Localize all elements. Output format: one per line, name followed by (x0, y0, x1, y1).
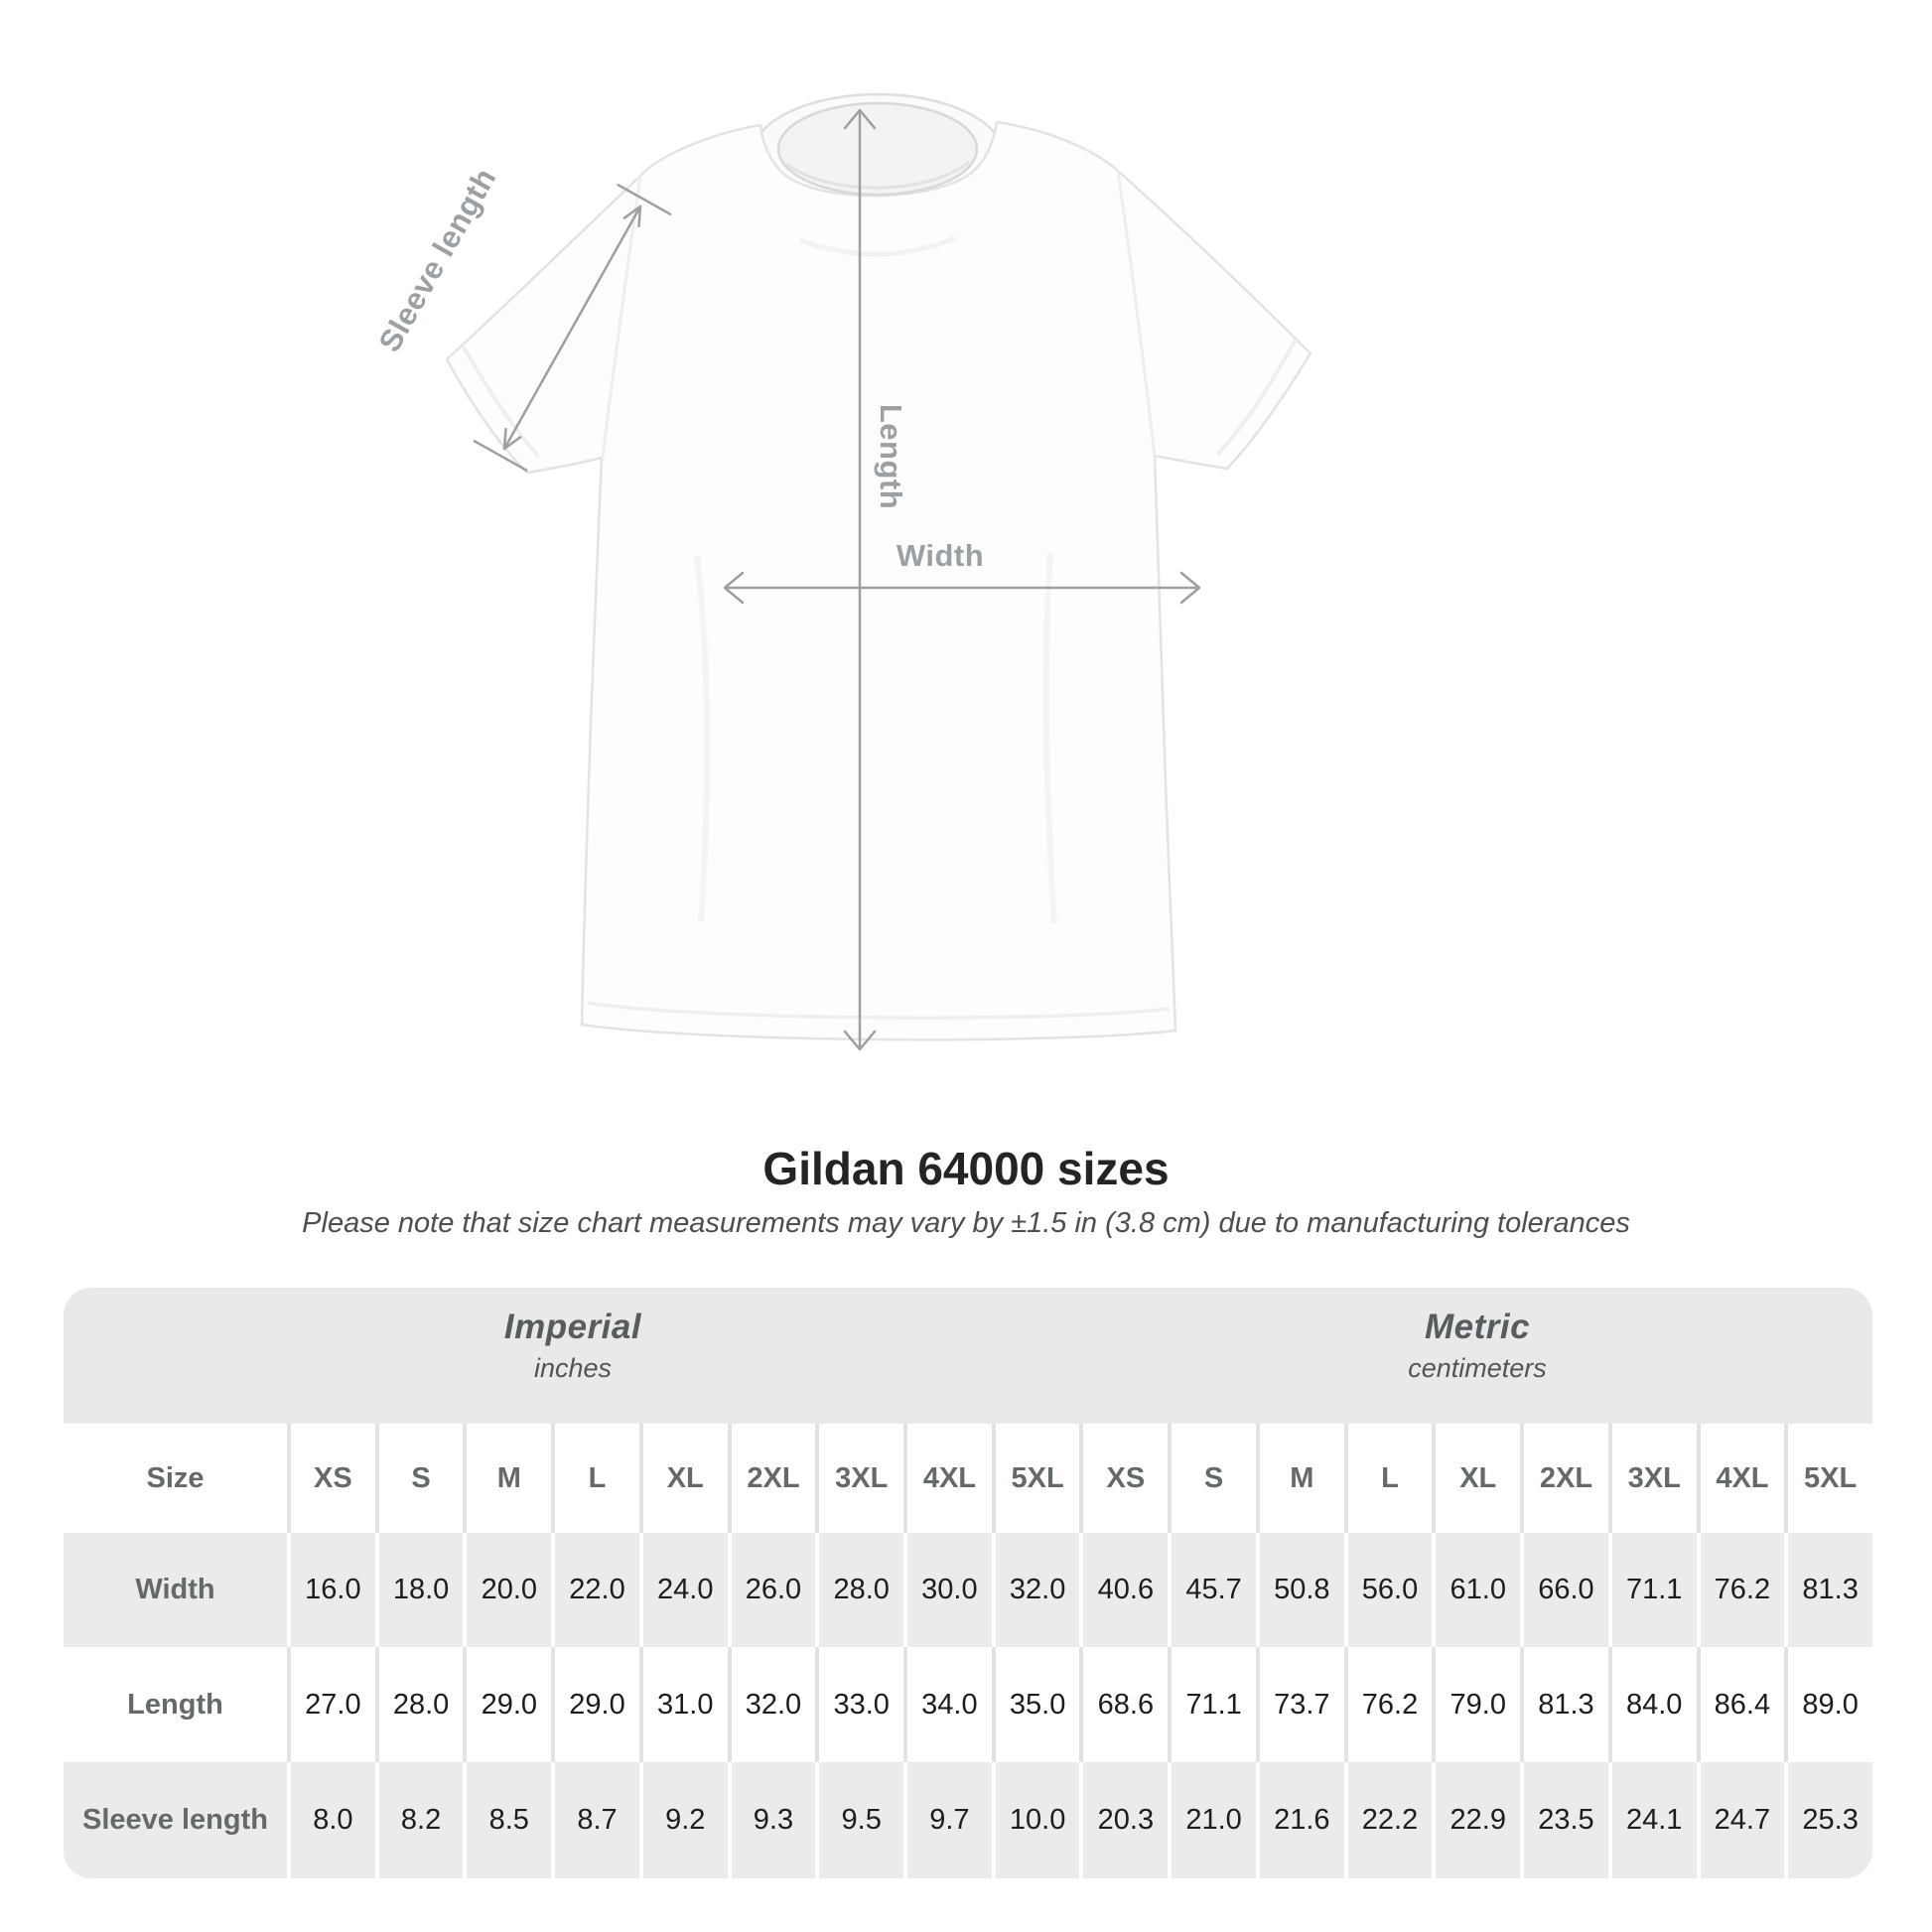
measurement-value: 18.0 (379, 1533, 464, 1647)
size-column-header: 5XL (996, 1424, 1080, 1533)
imperial-section-header (64, 1288, 1082, 1424)
size-column-header: 2XL (1524, 1424, 1608, 1533)
measurement-value: 8.0 (291, 1762, 375, 1878)
measurement-value: 34.0 (907, 1647, 992, 1762)
measurement-value: 22.2 (1348, 1762, 1433, 1878)
size-column-header: S (1172, 1424, 1256, 1533)
size-table-card (64, 1288, 1872, 1878)
measurement-value: 27.0 (291, 1647, 375, 1762)
measurement-value: 24.7 (1701, 1762, 1785, 1878)
measurement-value: 35.0 (996, 1647, 1080, 1762)
imperial-title: Imperial (503, 1308, 642, 1346)
size-column-header: M (1260, 1424, 1344, 1533)
measurement-value: 16.0 (291, 1533, 375, 1647)
measurement-value: 56.0 (1348, 1533, 1433, 1647)
measurement-value: 81.3 (1524, 1647, 1608, 1762)
width-row-label: Width (64, 1533, 287, 1647)
measurement-value: 29.0 (555, 1647, 639, 1762)
size-column-header: XS (291, 1424, 375, 1533)
measurement-value: 8.5 (467, 1762, 551, 1878)
measurement-value: 32.0 (996, 1533, 1080, 1647)
length-dimension-label: Length (874, 403, 908, 510)
measurement-value: 9.3 (732, 1762, 816, 1878)
size-header-row-label: Size (64, 1424, 287, 1533)
measurement-value: 79.0 (1436, 1647, 1520, 1762)
size-column-header: 3XL (1612, 1424, 1697, 1533)
measurement-value: 28.0 (379, 1647, 464, 1762)
measurement-value: 30.0 (907, 1533, 992, 1647)
measurement-value: 71.1 (1172, 1647, 1256, 1762)
measurement-value: 84.0 (1612, 1647, 1697, 1762)
measurement-value: 9.5 (819, 1762, 903, 1878)
metric-section-header (1082, 1288, 1872, 1424)
size-column-header: 2XL (732, 1424, 816, 1533)
tshirt-body (447, 122, 1311, 1039)
measurement-value: 76.2 (1701, 1533, 1785, 1647)
page-title: Gildan 64000 sizes (762, 1143, 1170, 1194)
measurement-value: 76.2 (1348, 1647, 1433, 1762)
measurement-value: 21.0 (1172, 1762, 1256, 1878)
size-column-header: M (467, 1424, 551, 1533)
size-column-header: 4XL (1701, 1424, 1785, 1533)
measurement-value: 45.7 (1172, 1533, 1256, 1647)
measurement-value: 22.0 (555, 1533, 639, 1647)
length-row (64, 1647, 1872, 1762)
measurement-value: 73.7 (1260, 1647, 1344, 1762)
metric-unit: centimeters (1408, 1353, 1547, 1383)
measurement-value: 9.7 (907, 1762, 992, 1878)
size-column-header: 5XL (1788, 1424, 1872, 1533)
metric-title: Metric (1424, 1308, 1531, 1346)
sleeve-length-row (64, 1762, 1872, 1878)
measurement-value: 40.6 (1083, 1533, 1168, 1647)
size-column-header: L (555, 1424, 639, 1533)
tolerance-note: Please note that size chart measurements may vary by ±1.5 in (3.8 cm) due to manufacturing tolerances (302, 1207, 1630, 1239)
size-header-row (64, 1424, 1872, 1533)
collar-opening (778, 103, 977, 195)
measurement-value: 23.5 (1524, 1762, 1608, 1878)
measurement-value: 32.0 (732, 1647, 816, 1762)
measurement-value: 50.8 (1260, 1533, 1344, 1647)
size-column-header: S (379, 1424, 464, 1533)
measurement-value: 66.0 (1524, 1533, 1608, 1647)
imperial-unit: inches (533, 1353, 613, 1383)
measurement-value: 71.1 (1612, 1533, 1697, 1647)
size-column-header: L (1348, 1424, 1433, 1533)
measurement-value: 20.0 (467, 1533, 551, 1647)
measurement-value: 22.9 (1436, 1762, 1520, 1878)
size-table-rows (64, 1424, 1872, 1878)
measurement-value: 68.6 (1083, 1647, 1168, 1762)
measurement-value: 8.7 (555, 1762, 639, 1878)
measurement-value: 81.3 (1788, 1533, 1872, 1647)
measurement-value: 9.2 (643, 1762, 728, 1878)
measurement-value: 31.0 (643, 1647, 728, 1762)
measurement-value: 24.0 (643, 1533, 728, 1647)
measurement-value: 29.0 (467, 1647, 551, 1762)
unit-header-band (64, 1288, 1872, 1424)
measurement-value: 10.0 (996, 1762, 1080, 1878)
size-column-header: XL (643, 1424, 728, 1533)
size-column-header: 4XL (907, 1424, 992, 1533)
width-row (64, 1533, 1872, 1647)
measurement-value: 25.3 (1788, 1762, 1872, 1878)
measurement-value: 61.0 (1436, 1533, 1520, 1647)
measurement-value: 8.2 (379, 1762, 464, 1878)
sleeve-length-dimension-label: Sleeve length (371, 162, 503, 358)
measurement-value: 28.0 (819, 1533, 903, 1647)
measurement-value: 26.0 (732, 1533, 816, 1647)
measurement-value: 20.3 (1083, 1762, 1168, 1878)
measurement-value: 21.6 (1260, 1762, 1344, 1878)
size-column-header: XS (1083, 1424, 1168, 1533)
size-column-header: 3XL (819, 1424, 903, 1533)
size-column-header: XL (1436, 1424, 1520, 1533)
sleeve-length-row-label: Sleeve length (64, 1762, 287, 1878)
measurement-value: 86.4 (1701, 1647, 1785, 1762)
measurement-value: 24.1 (1612, 1762, 1697, 1878)
measurement-value: 33.0 (819, 1647, 903, 1762)
length-row-label: Length (64, 1647, 287, 1762)
measurement-value: 89.0 (1788, 1647, 1872, 1762)
width-dimension-label: Width (896, 538, 985, 573)
